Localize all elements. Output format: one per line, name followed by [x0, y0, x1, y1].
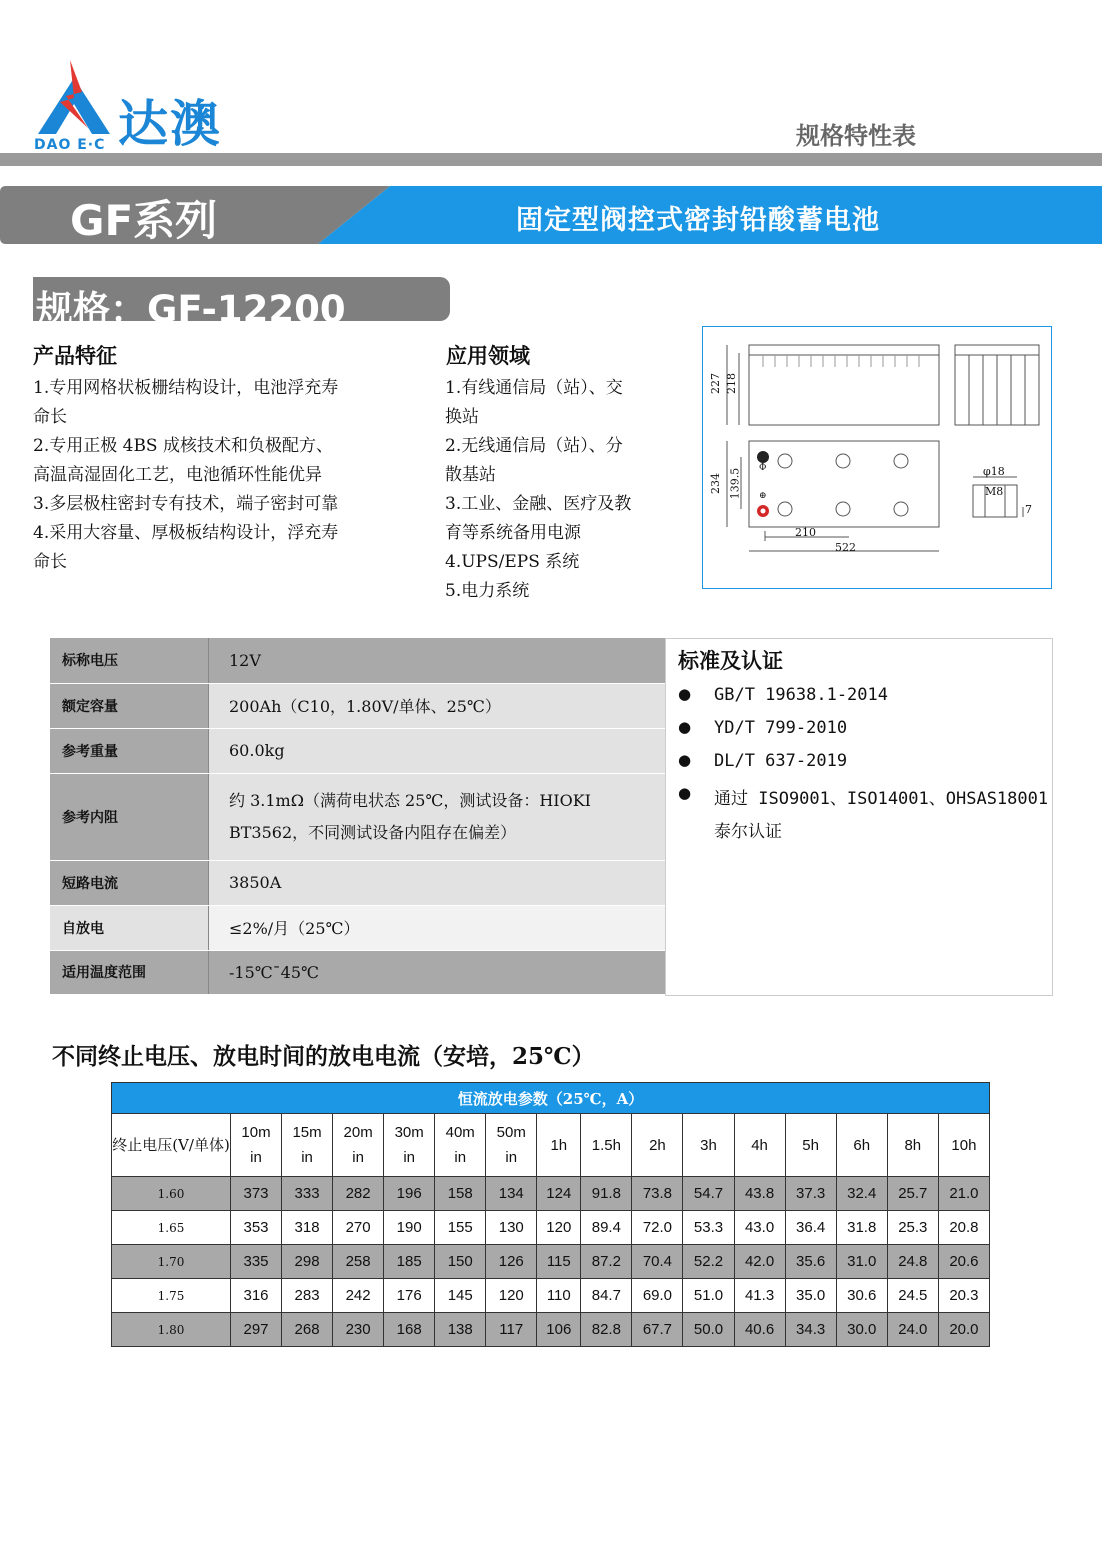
current-cell: 120 [486, 1279, 537, 1313]
column-header [537, 1114, 581, 1177]
column-header-line: 10m [241, 1124, 271, 1141]
current-cell: 138 [435, 1313, 486, 1347]
current-cell: 270 [333, 1211, 384, 1245]
column-header-line: in [403, 1149, 415, 1166]
discharge-table-title: 恒流放电参数（25℃，A） [112, 1083, 990, 1114]
current-cell: 20.6 [938, 1245, 989, 1279]
current-cell: 158 [435, 1177, 486, 1211]
company-logo [30, 58, 120, 136]
row-header-label: 终止电压(V/单体) [112, 1114, 231, 1177]
column-header-line: 50m [496, 1124, 526, 1141]
application-line: 换站 [445, 407, 479, 427]
column-header-line: 2h [649, 1136, 666, 1154]
current-cell: 373 [231, 1177, 282, 1211]
column-header [887, 1114, 938, 1177]
negative-terminal-mark: Φ [759, 463, 767, 473]
spec-value: 3850A [209, 860, 666, 905]
application-line: 育等系统备用电源 [445, 523, 581, 543]
spec-row [50, 638, 665, 683]
current-cell: 42.0 [734, 1245, 785, 1279]
current-cell: 297 [231, 1313, 282, 1347]
bullet-icon: ● [678, 784, 692, 802]
feature-line: 1.专用网格状板栅结构设计，电池浮充寿 [33, 378, 339, 398]
current-cell: 31.8 [836, 1211, 887, 1245]
column-header-line: 10h [951, 1136, 977, 1154]
feature-line: 3.多层极柱密封专有技术，端子密封可靠 [33, 494, 339, 514]
end-voltage-cell: 1.75 [112, 1279, 231, 1313]
end-voltage-cell: 1.70 [112, 1245, 231, 1279]
current-cell: 155 [435, 1211, 486, 1245]
column-header [734, 1114, 785, 1177]
current-cell: 115 [537, 1245, 581, 1279]
dim-label: M8 [985, 485, 1004, 498]
current-cell: 106 [537, 1313, 581, 1347]
standard-item-continued: 泰尔认证 [714, 822, 782, 842]
spec-value: 12V [209, 638, 666, 683]
discharge-row [112, 1211, 990, 1245]
current-cell: 73.8 [632, 1177, 683, 1211]
standard-item: YD/T 799-2010 [714, 718, 848, 738]
current-cell: 69.0 [632, 1279, 683, 1313]
current-cell: 282 [333, 1177, 384, 1211]
features-list [33, 374, 433, 577]
discharge-row [112, 1279, 990, 1313]
spec-value: -15℃¯45℃ [209, 950, 666, 994]
column-header-line: 40m [445, 1124, 475, 1141]
document-type: 规格特性表 [796, 122, 916, 150]
model-label: 规格：GF-12200 [36, 288, 346, 331]
dim-label: φ18 [983, 465, 1005, 478]
spec-label: 标称电压 [50, 638, 209, 683]
feature-line: 命长 [33, 407, 67, 427]
positive-terminal-mark: ⊕ [759, 491, 767, 501]
current-cell: 24.0 [887, 1313, 938, 1347]
dim-label: 139.5 [728, 467, 742, 500]
current-cell: 110 [537, 1279, 581, 1313]
spec-label: 参考重量 [50, 728, 209, 773]
header-divider [0, 153, 1102, 166]
column-header [836, 1114, 887, 1177]
application-line: 3.工业、金融、医疗及教 [445, 494, 632, 514]
current-cell: 145 [435, 1279, 486, 1313]
current-cell: 32.4 [836, 1177, 887, 1211]
current-cell: 24.5 [887, 1279, 938, 1313]
current-cell: 53.3 [683, 1211, 734, 1245]
current-cell: 51.0 [683, 1279, 734, 1313]
current-cell: 24.8 [887, 1245, 938, 1279]
spec-row [50, 860, 665, 905]
current-cell: 176 [384, 1279, 435, 1313]
discharge-row [112, 1177, 990, 1211]
current-cell: 316 [231, 1279, 282, 1313]
spec-value-multiline [209, 773, 666, 860]
current-cell: 36.4 [785, 1211, 836, 1245]
application-line: 5.电力系统 [445, 581, 530, 601]
column-header-line: 3h [700, 1136, 717, 1154]
column-header [683, 1114, 734, 1177]
current-cell: 130 [486, 1211, 537, 1245]
current-cell: 333 [282, 1177, 333, 1211]
feature-line: 4.采用大容量、厚极板结构设计，浮充寿 [33, 523, 339, 543]
current-cell: 43.0 [734, 1211, 785, 1245]
spec-label: 额定容量 [50, 683, 209, 728]
series-title: GF系列 [70, 196, 218, 245]
column-header-line: in [352, 1149, 364, 1166]
dim-label: 522 [835, 541, 856, 554]
current-cell: 335 [231, 1245, 282, 1279]
spec-label: 短路电流 [50, 860, 209, 905]
current-cell: 89.4 [581, 1211, 632, 1245]
current-cell: 268 [282, 1313, 333, 1347]
discharge-table-title-row [112, 1083, 990, 1114]
column-header [785, 1114, 836, 1177]
current-cell: 283 [282, 1279, 333, 1313]
spec-table [50, 638, 665, 995]
bullet-icon: ● [678, 685, 692, 703]
application-line: 1.有线通信局（站）、交 [445, 378, 623, 398]
current-cell: 35.6 [785, 1245, 836, 1279]
current-cell: 190 [384, 1211, 435, 1245]
column-header-line: in [505, 1149, 518, 1166]
column-header-line: 20m [343, 1124, 373, 1141]
current-cell: 117 [486, 1313, 537, 1347]
current-cell: 25.7 [887, 1177, 938, 1211]
end-voltage-cell: 1.80 [112, 1313, 231, 1347]
column-header-line: 30m [394, 1124, 424, 1141]
application-line: 2.无线通信局（站）、分 [445, 436, 623, 456]
column-header [435, 1114, 486, 1177]
current-cell: 50.0 [683, 1313, 734, 1347]
spec-value-continued: BT3562，不同测试设备内阻存在偏差） [229, 822, 517, 842]
column-header-line: in [301, 1149, 313, 1166]
discharge-table [111, 1082, 990, 1347]
current-cell: 41.3 [734, 1279, 785, 1313]
current-cell: 30.0 [836, 1313, 887, 1347]
current-cell: 20.8 [938, 1211, 989, 1245]
application-line: 4.UPS/EPS 系统 [445, 552, 580, 572]
column-header-line: in [250, 1149, 262, 1166]
current-cell: 52.2 [683, 1245, 734, 1279]
standard-item: 通过 ISO9001、ISO14001、OHSAS18001 [714, 789, 1049, 809]
feature-line: 高温高湿固化工艺，电池循环性能优异 [33, 465, 322, 485]
feature-line: 2.专用正极 4BS 成核技术和负极配方、 [33, 436, 333, 456]
column-header [581, 1114, 632, 1177]
current-cell: 54.7 [683, 1177, 734, 1211]
dim-label: 227 [709, 373, 722, 394]
end-voltage-cell: 1.60 [112, 1177, 231, 1211]
spec-value: 200Ah（C10，1.80V/单体、25℃） [209, 683, 666, 728]
current-cell: 126 [486, 1245, 537, 1279]
column-header-line: 5h [802, 1136, 819, 1154]
column-header-line: 1.5h [591, 1136, 621, 1154]
current-cell: 35.0 [785, 1279, 836, 1313]
current-cell: 20.0 [938, 1313, 989, 1347]
spec-row [50, 950, 665, 994]
dim-label: 7 [1025, 503, 1032, 516]
spec-value: 约 3.1mΩ（满荷电状态 25℃，测试设备：HIOKI [229, 790, 591, 810]
column-header [282, 1114, 333, 1177]
discharge-row [112, 1245, 990, 1279]
current-cell: 196 [384, 1177, 435, 1211]
spec-row [50, 683, 665, 728]
current-cell: 20.3 [938, 1279, 989, 1313]
spec-value: 60.0kg [209, 728, 666, 773]
standards-panel [665, 638, 1053, 996]
column-header [632, 1114, 683, 1177]
standards-heading: 标准及认证 [678, 648, 783, 673]
spec-label: 适用温度范围 [50, 950, 209, 994]
current-cell: 25.3 [887, 1211, 938, 1245]
current-cell: 70.4 [632, 1245, 683, 1279]
applications-list [445, 374, 695, 606]
current-cell: 134 [486, 1177, 537, 1211]
current-cell: 353 [231, 1211, 282, 1245]
current-cell: 168 [384, 1313, 435, 1347]
applications-heading: 应用领域 [446, 343, 530, 368]
column-header-line: 8h [904, 1136, 922, 1154]
brand-name: 达澳 [118, 95, 222, 153]
current-cell: 40.6 [734, 1313, 785, 1347]
current-cell: 21.0 [938, 1177, 989, 1211]
spec-row [50, 728, 665, 773]
column-header-line: in [454, 1149, 467, 1166]
product-title: 固定型阀控式密封铅酸蓄电池 [516, 205, 880, 236]
discharge-header-row [112, 1114, 990, 1177]
discharge-row [112, 1313, 990, 1347]
column-header [938, 1114, 989, 1177]
dim-label: 210 [795, 526, 816, 539]
current-cell: 82.8 [581, 1313, 632, 1347]
features-heading: 产品特征 [33, 343, 117, 368]
current-cell: 124 [537, 1177, 581, 1211]
spec-label: 参考内阻 [50, 773, 209, 860]
current-cell: 91.8 [581, 1177, 632, 1211]
current-cell: 37.3 [785, 1177, 836, 1211]
current-cell: 31.0 [836, 1245, 887, 1279]
column-header-line: 6h [853, 1136, 871, 1154]
dim-label: 234 [709, 473, 722, 494]
current-cell: 150 [435, 1245, 486, 1279]
spec-row [50, 773, 665, 860]
column-header [333, 1114, 384, 1177]
end-voltage-cell: 1.65 [112, 1211, 231, 1245]
spec-label: 自放电 [50, 905, 209, 950]
column-header-line: 15m [292, 1124, 322, 1141]
discharge-body [112, 1177, 990, 1347]
current-cell: 30.6 [836, 1279, 887, 1313]
column-header [231, 1114, 282, 1177]
discharge-heading: 不同终止电压、放电时间的放电电流（安培，25℃） [52, 1043, 595, 1070]
current-cell: 242 [333, 1279, 384, 1313]
bullet-icon: ● [678, 751, 692, 769]
feature-line: 命长 [33, 552, 67, 572]
current-cell: 84.7 [581, 1279, 632, 1313]
current-cell: 318 [282, 1211, 333, 1245]
current-cell: 258 [333, 1245, 384, 1279]
current-cell: 87.2 [581, 1245, 632, 1279]
current-cell: 230 [333, 1313, 384, 1347]
spec-value: ≤2%/月（25℃） [209, 905, 666, 950]
brand-subtitle: DAO E·C [34, 137, 106, 153]
current-cell: 72.0 [632, 1211, 683, 1245]
current-cell: 67.7 [632, 1313, 683, 1347]
column-header [384, 1114, 435, 1177]
dimension-drawing [702, 326, 1052, 589]
standard-item: GB/T 19638.1-2014 [714, 685, 888, 705]
column-header-line: 1h [550, 1136, 568, 1154]
column-header [486, 1114, 537, 1177]
standard-item: DL/T 637-2019 [714, 751, 848, 771]
current-cell: 34.3 [785, 1313, 836, 1347]
current-cell: 298 [282, 1245, 333, 1279]
current-cell: 120 [537, 1211, 581, 1245]
spec-row [50, 905, 665, 950]
column-header-line: 4h [751, 1136, 768, 1154]
dim-label: 218 [725, 373, 738, 394]
current-cell: 185 [384, 1245, 435, 1279]
bullet-icon: ● [678, 718, 692, 736]
application-line: 散基站 [445, 465, 496, 485]
current-cell: 43.8 [734, 1177, 785, 1211]
